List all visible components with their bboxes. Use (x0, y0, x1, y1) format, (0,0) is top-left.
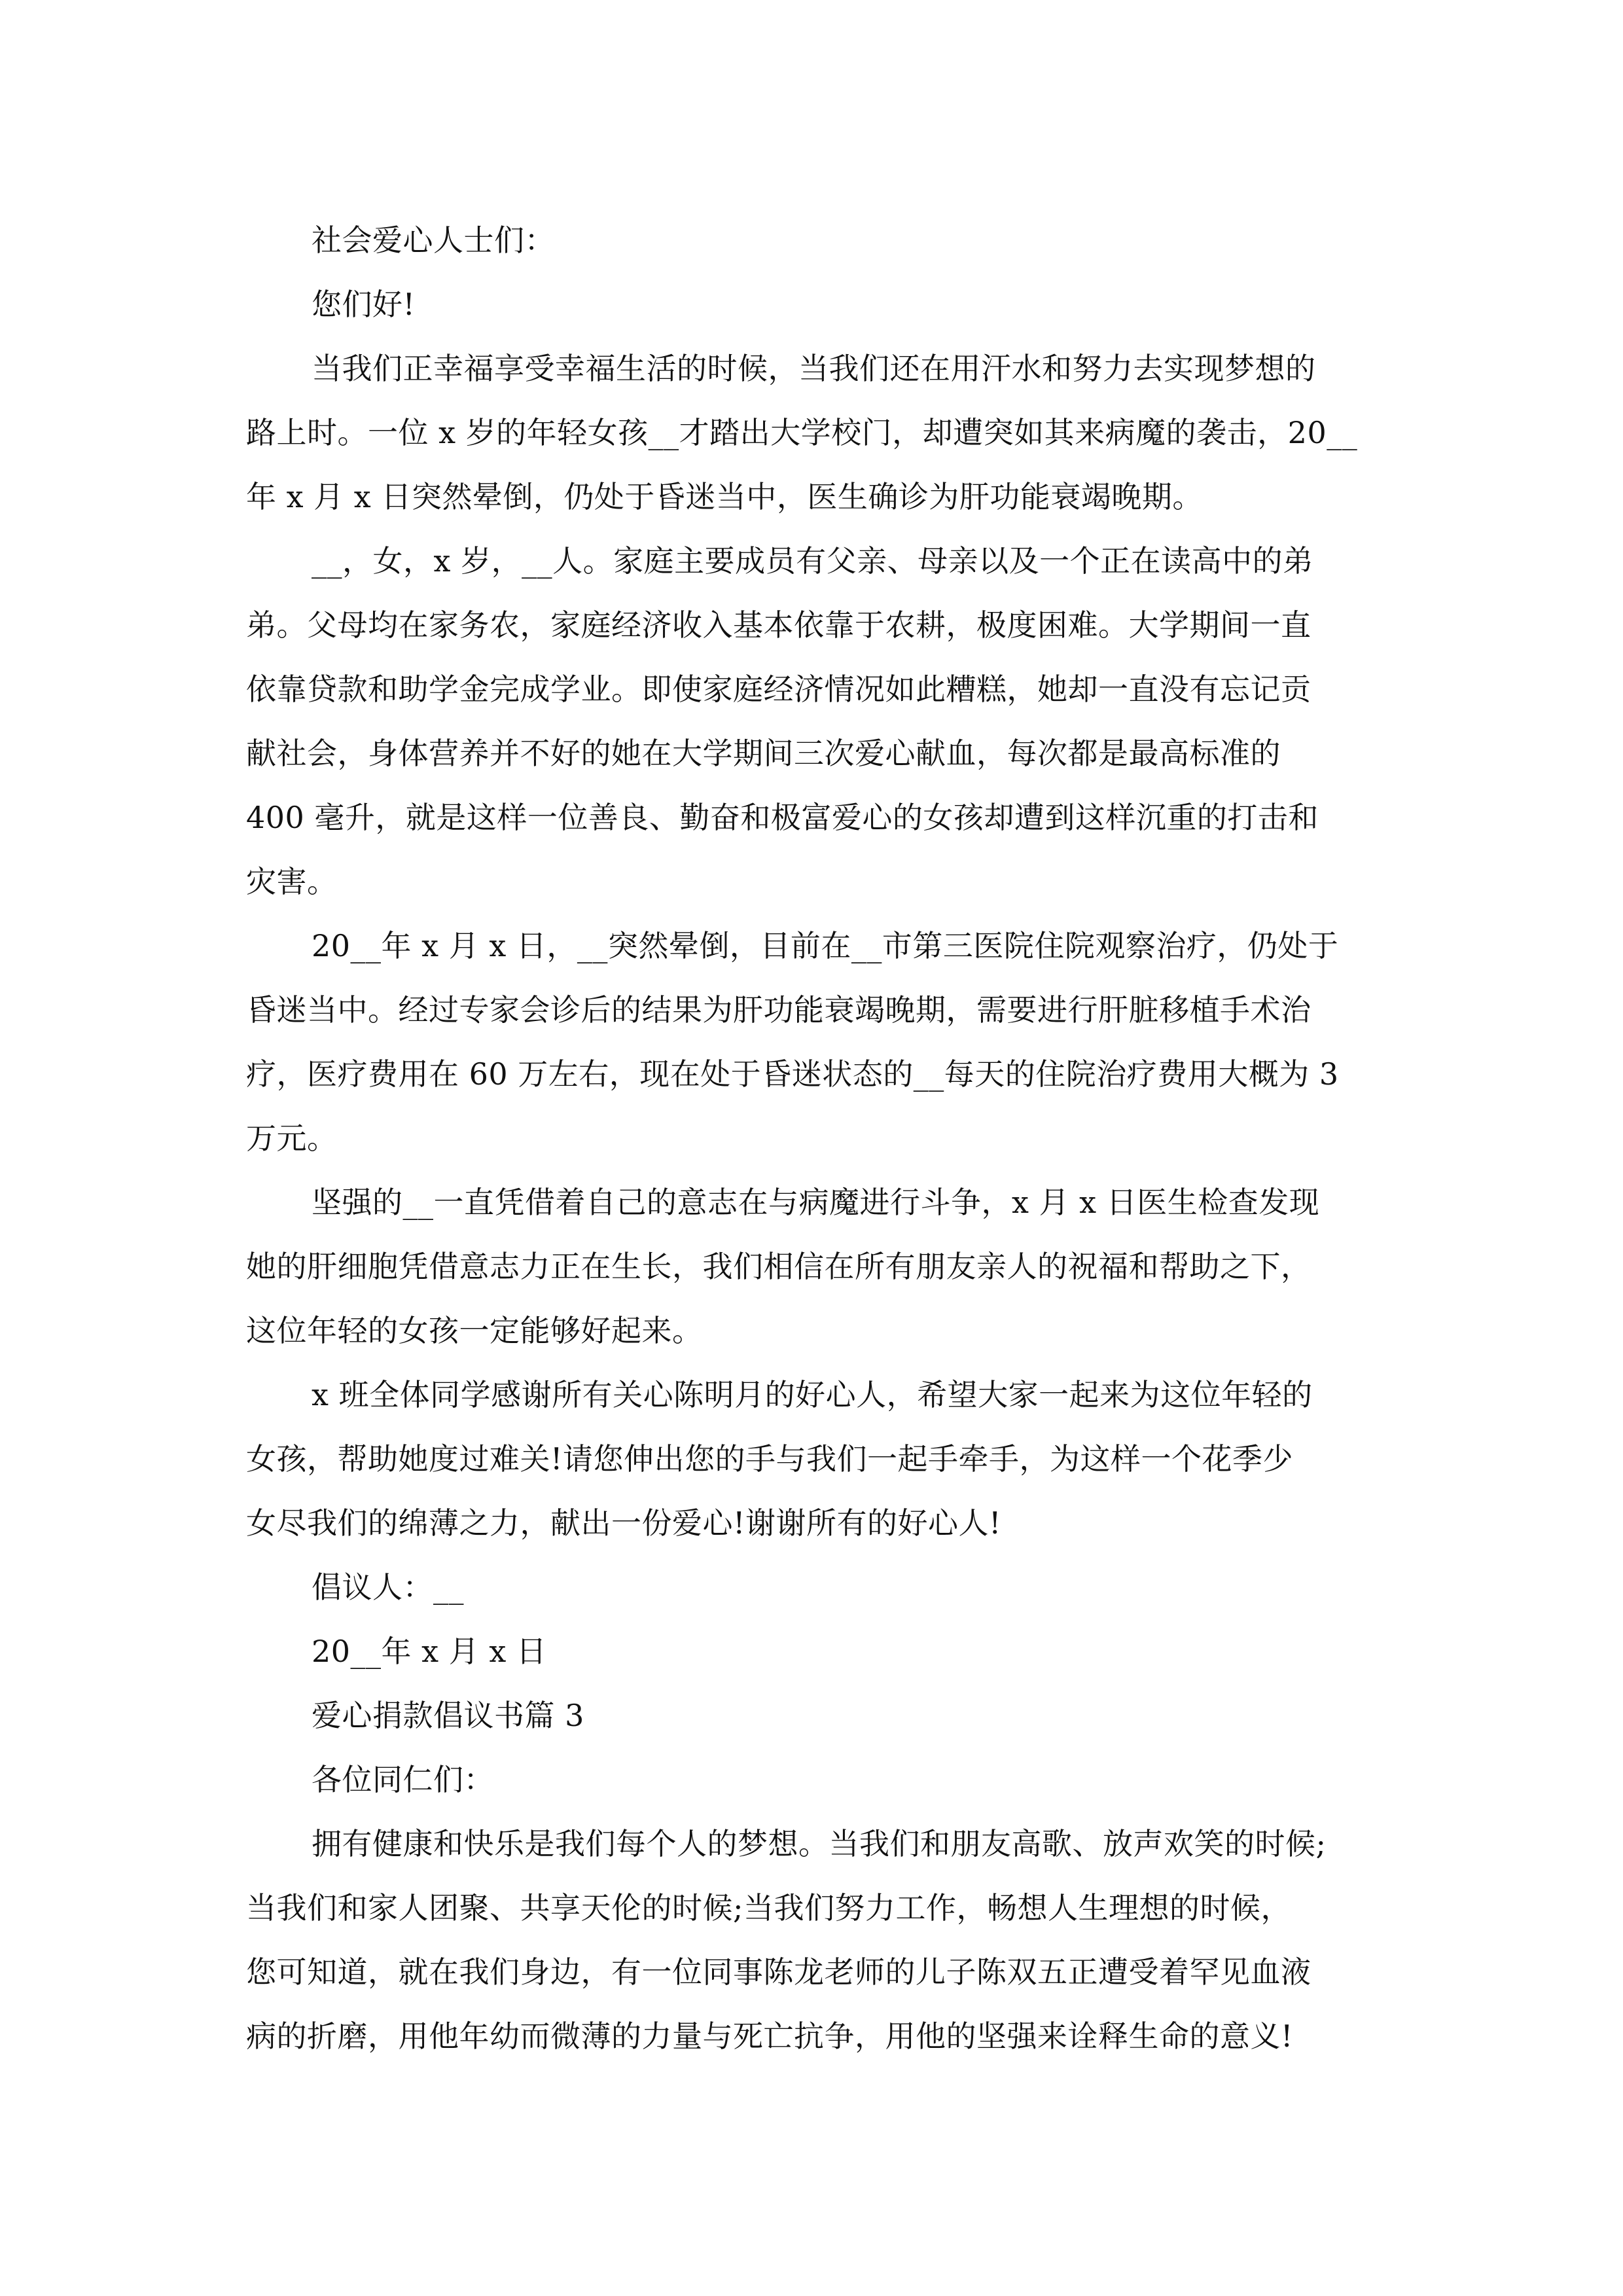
paragraph-line: 弟。父母均在家务农，家庭经济收入基本依靠于农耕，极度困难。大学期间一直 (246, 607, 1311, 643)
date-line: 20__年 x 月 x 日 (312, 1634, 547, 1669)
section-title: 爱心捐款倡议书篇 3 (312, 1698, 584, 1733)
paragraph-line: 女孩，帮助她度过难关!请您伸出您的手与我们一起手牵手，为这样一个花季少 (246, 1441, 1293, 1477)
paragraph-line: 女尽我们的绵薄之力，献出一份爱心!谢谢所有的好心人! (246, 1505, 1001, 1541)
paragraph-line: 病的折磨，用他年幼而微薄的力量与死亡抗争，用他的坚强来诠释生命的意义! (246, 2018, 1293, 2054)
paragraph-line: 疗，医疗费用在 60 万左右，现在处于昏迷状态的__每天的住院治疗费用大概为 3 (246, 1056, 1339, 1092)
paragraph-line: 献社会，身体营养并不好的她在大学期间三次爱心献血，每次都是最高标准的 (246, 736, 1281, 771)
paragraph-line: 这位年轻的女孩一定能够好起来。 (246, 1313, 703, 1348)
paragraph-line: 路上时。一位 x 岁的年轻女孩__才踏出大学校门，却遭突如其来病魔的袭击，20__ (246, 415, 1358, 450)
paragraph-line: 坚强的__一直凭借着自己的意志在与病魔进行斗争，x 月 x 日医生检查发现 (312, 1185, 1320, 1220)
paragraph-line: 万元。 (246, 1121, 338, 1156)
paragraph-line: 拥有健康和快乐是我们每个人的梦想。当我们和朋友高歌、放声欢笑的时候; (312, 1826, 1327, 1861)
paragraph-line: 400 毫升，就是这样一位善良、勤奋和极富爱心的女孩却遭到这样沉重的打击和 (246, 800, 1319, 835)
paragraph-line: x 班全体同学感谢所有关心陈明月的好心人，希望大家一起来为这位年轻的 (312, 1377, 1313, 1412)
greeting: 您们好! (312, 287, 416, 322)
salutation: 各位同仁们： (312, 1762, 494, 1797)
paragraph-line: 昏迷当中。经过专家会诊后的结果为肝功能衰竭晚期，需要进行肝脏移植手术治 (246, 992, 1311, 1028)
paragraph-line: 灾害。 (246, 864, 338, 899)
signatory: 倡议人：__ (312, 1570, 464, 1605)
salutation: 社会爱心人士们： (312, 223, 555, 258)
paragraph-line: __，女，x 岁，__人。家庭主要成员有父亲、母亲以及一个正在读高中的弟 (312, 543, 1313, 579)
paragraph-line: 当我们和家人团聚、共享天伦的时候;当我们努力工作，畅想人生理想的时候， (246, 1890, 1291, 1926)
document-page (246, 208, 1385, 2068)
paragraph-line: 当我们正幸福享受幸福生活的时候，当我们还在用汗水和努力去实现梦想的 (312, 351, 1316, 386)
paragraph-line: 20__年 x 月 x 日，__突然晕倒，目前在__市第三医院住院观察治疗，仍处于 (312, 928, 1339, 963)
paragraph-line: 您可知道，就在我们身边，有一位同事陈龙老师的儿子陈双五正遭受着罕见血液 (246, 1954, 1311, 1990)
paragraph-line: 年 x 月 x 日突然晕倒，仍处于昏迷当中，医生确诊为肝功能衰竭晚期。 (246, 479, 1203, 514)
paragraph-line: 依靠贷款和助学金完成学业。即使家庭经济情况如此糟糕，她却一直没有忘记贡 (246, 672, 1311, 707)
paragraph-line: 她的肝细胞凭借意志力正在生长，我们相信在所有朋友亲人的祝福和帮助之下， (246, 1249, 1311, 1284)
